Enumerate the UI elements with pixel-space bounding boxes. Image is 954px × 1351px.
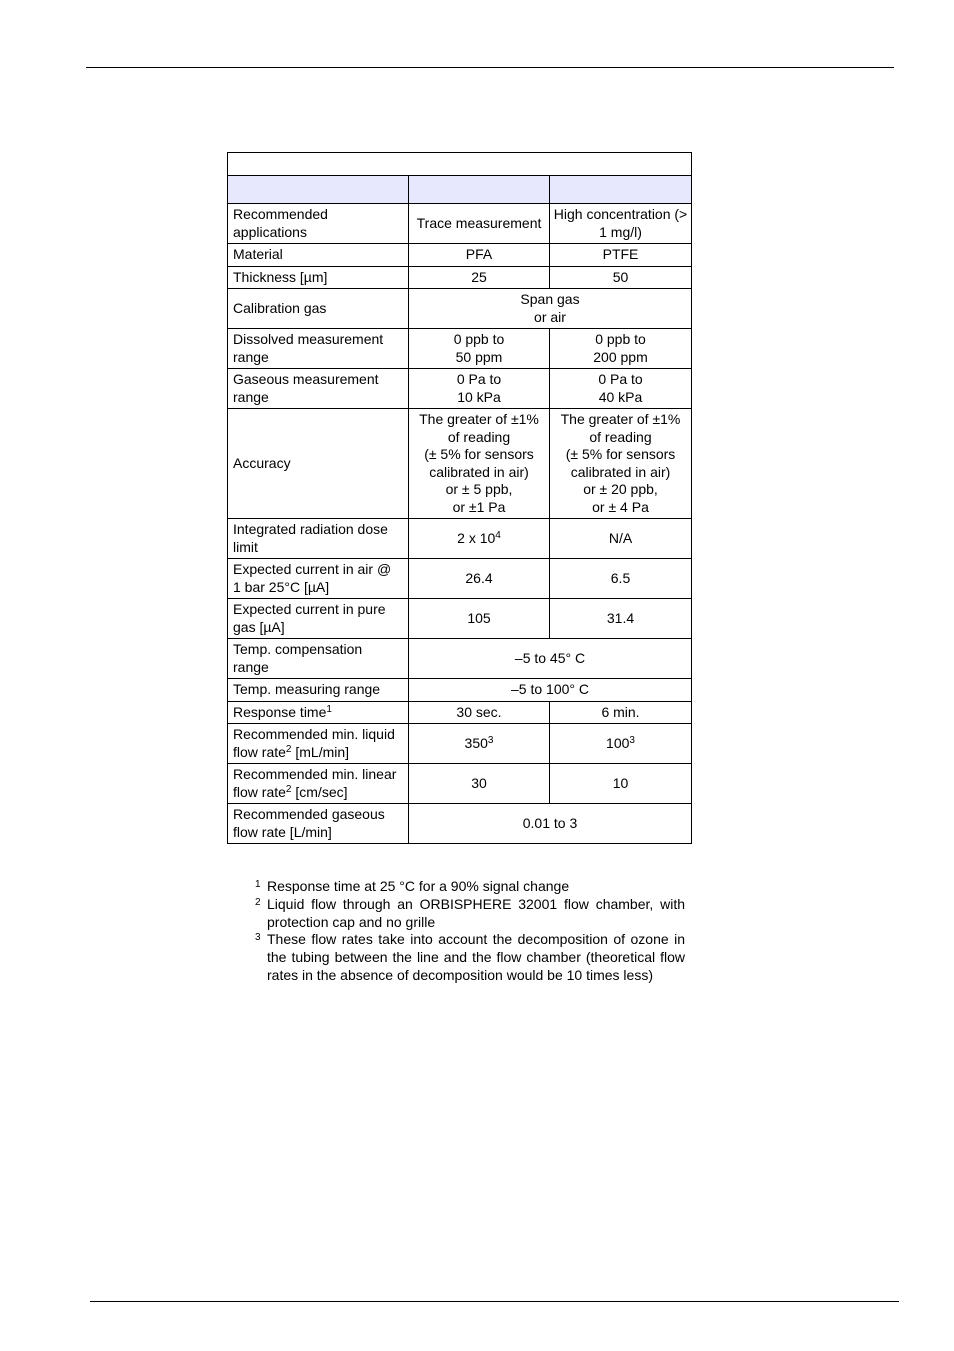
table-row <box>228 639 692 679</box>
value-line: 50 ppm <box>455 348 503 365</box>
trace-value <box>409 409 550 519</box>
footnote-number: 3 <box>255 932 261 944</box>
value-line: The greater of ±1% <box>560 411 681 427</box>
high-value: 10 <box>550 764 692 804</box>
footnote-ref: 3 <box>629 734 635 746</box>
footnote-number: 1 <box>255 879 261 890</box>
trace-value: 30 <box>409 764 550 804</box>
row-label: Thickness [µm] <box>228 266 409 289</box>
value-line: The greater of ±1% <box>419 411 539 427</box>
table-caption-cell <box>228 153 692 176</box>
footnote <box>255 878 685 896</box>
span-value: 0.01 to 3 <box>409 804 692 844</box>
table-header-row <box>228 176 692 204</box>
span-line: Span gas <box>520 291 580 307</box>
trace-value: 25 <box>409 266 550 289</box>
value-line: or ±1 Pa <box>452 498 506 515</box>
value-line: calibrated in air) <box>429 463 529 480</box>
table-row <box>228 289 692 329</box>
value-base: 100 <box>606 734 630 751</box>
value-line: or ± 4 Pa <box>592 498 649 515</box>
label-line: Recommended min. linear <box>233 766 397 782</box>
footnote-number: 2 <box>255 896 261 908</box>
header-cell-trace <box>409 176 550 204</box>
label-line: limit <box>233 538 258 555</box>
high-value: High concentration (> 1 mg/l) <box>550 204 692 244</box>
high-value <box>550 409 692 519</box>
table-row <box>228 204 692 244</box>
table-row <box>228 559 692 599</box>
label-line <box>233 744 403 762</box>
sensor-spec-table <box>227 152 692 844</box>
label-line: range <box>233 348 269 365</box>
value-line: 0 Pa to <box>598 371 643 387</box>
row-label: Calibration gas <box>228 289 409 329</box>
trace-value: 30 sec. <box>409 701 550 724</box>
label-line: range <box>233 658 269 675</box>
value-line: 0 Pa to <box>456 371 502 387</box>
table-row <box>228 804 692 844</box>
span-value: –5 to 100° C <box>409 679 692 702</box>
value-line: of reading <box>589 428 652 445</box>
value-line: 200 ppm <box>593 348 648 365</box>
footnote-text: Liquid flow through an ORBISPHERE 32001 flow chamber, with protection cap and no grille <box>267 895 685 930</box>
value-line: or ± 5 ppb, <box>445 481 513 497</box>
table-row <box>228 329 692 369</box>
high-value: PTFE <box>550 244 692 267</box>
high-value <box>550 329 692 369</box>
table-row <box>228 409 692 519</box>
row-label: Temp. measuring range <box>228 679 409 702</box>
label-line: Gaseous measurement <box>233 371 379 387</box>
row-label <box>228 701 409 724</box>
table-row <box>228 244 692 267</box>
row-label: Recommended applications <box>228 204 409 244</box>
value-line: (± 5% for sensors <box>565 446 676 462</box>
row-label: Accuracy <box>228 409 409 519</box>
trace-value: PFA <box>409 244 550 267</box>
row-label <box>228 764 409 804</box>
label-line: Recommended gaseous <box>233 806 385 822</box>
high-value: 6 min. <box>550 701 692 724</box>
label-line: Dissolved measurement <box>233 331 384 347</box>
span-value: –5 to 45° C <box>409 639 692 679</box>
superscript: 4 <box>495 529 501 541</box>
table-row <box>228 724 692 764</box>
footer-rule <box>90 1301 899 1302</box>
label-line: Temp. compensation <box>233 641 363 657</box>
row-label <box>228 804 409 844</box>
span-value <box>409 289 692 329</box>
row-label <box>228 599 409 639</box>
table-row <box>228 266 692 289</box>
high-value: 31.4 <box>550 599 692 639</box>
span-line: or air <box>534 308 566 325</box>
trace-value: 105 <box>409 599 550 639</box>
trace-value: Trace measurement <box>409 204 550 244</box>
trace-value: 26.4 <box>409 559 550 599</box>
label-line: flow rate [L/min] <box>233 823 332 840</box>
label-line: 1 bar 25°C [µA] <box>233 578 330 595</box>
header-rule <box>86 67 894 68</box>
table-row <box>228 519 692 559</box>
high-value <box>550 369 692 409</box>
footnote <box>255 931 685 984</box>
value-line: (± 5% for sensors <box>424 446 534 462</box>
row-label <box>228 329 409 369</box>
label-line: Recommended min. liquid <box>233 726 395 742</box>
trace-value <box>409 369 550 409</box>
footnote-ref: 2 <box>285 783 292 795</box>
value-line: 0 ppb to <box>595 331 646 347</box>
row-label <box>228 559 409 599</box>
row-label <box>228 724 409 764</box>
value-base: 350 <box>464 734 488 751</box>
label-text: flow rate <box>233 783 286 800</box>
footnote-text: Response time at 25 °C for a 90% signal change <box>267 878 570 894</box>
value-line: of reading <box>447 428 511 445</box>
header-cell-parameter <box>228 176 409 204</box>
value-line: 10 kPa <box>457 388 501 405</box>
label-line: Integrated radiation dose <box>233 521 388 537</box>
table-row <box>228 369 692 409</box>
value-base: 2 x 10 <box>457 529 496 546</box>
label-line: range <box>233 388 269 405</box>
row-label: Material <box>228 244 409 267</box>
table-caption-row <box>228 153 692 176</box>
label-line: Expected current in pure <box>233 601 386 617</box>
high-value: N/A <box>550 519 692 559</box>
table-row <box>228 701 692 724</box>
label-text: [mL/min] <box>291 743 350 760</box>
footnote-ref: 2 <box>285 743 292 755</box>
high-value: 6.5 <box>550 559 692 599</box>
label-line <box>233 784 403 802</box>
table-row <box>228 679 692 702</box>
trace-value <box>409 724 550 764</box>
label-text: flow rate <box>233 743 286 760</box>
row-label <box>228 639 409 679</box>
trace-value <box>409 329 550 369</box>
label-text: [cm/sec] <box>291 783 348 800</box>
footnote <box>255 896 685 932</box>
value-line: 0 ppb to <box>453 331 505 347</box>
header-cell-high <box>550 176 692 204</box>
footnote-ref: 1 <box>326 703 332 715</box>
value-line: calibrated in air) <box>570 463 671 480</box>
label-line: Expected current in air @ <box>233 561 392 577</box>
label-text: Response time <box>233 703 327 720</box>
value-line: 40 kPa <box>598 388 643 405</box>
table-row <box>228 599 692 639</box>
row-label <box>228 369 409 409</box>
label-line: gas [µA] <box>233 618 285 635</box>
high-value <box>550 724 692 764</box>
table-row <box>228 764 692 804</box>
trace-value <box>409 519 550 559</box>
high-value: 50 <box>550 266 692 289</box>
row-label <box>228 519 409 559</box>
footnotes <box>255 878 685 985</box>
footnote-ref: 3 <box>487 734 494 746</box>
value-line: or ± 20 ppb, <box>583 481 658 497</box>
footnote-text: These flow rates take into account the decomposition of ozone in the tubing between the line and the flow chamber (theoretical flow rates in the absence of decomposition would be 10 times less) <box>267 931 685 983</box>
